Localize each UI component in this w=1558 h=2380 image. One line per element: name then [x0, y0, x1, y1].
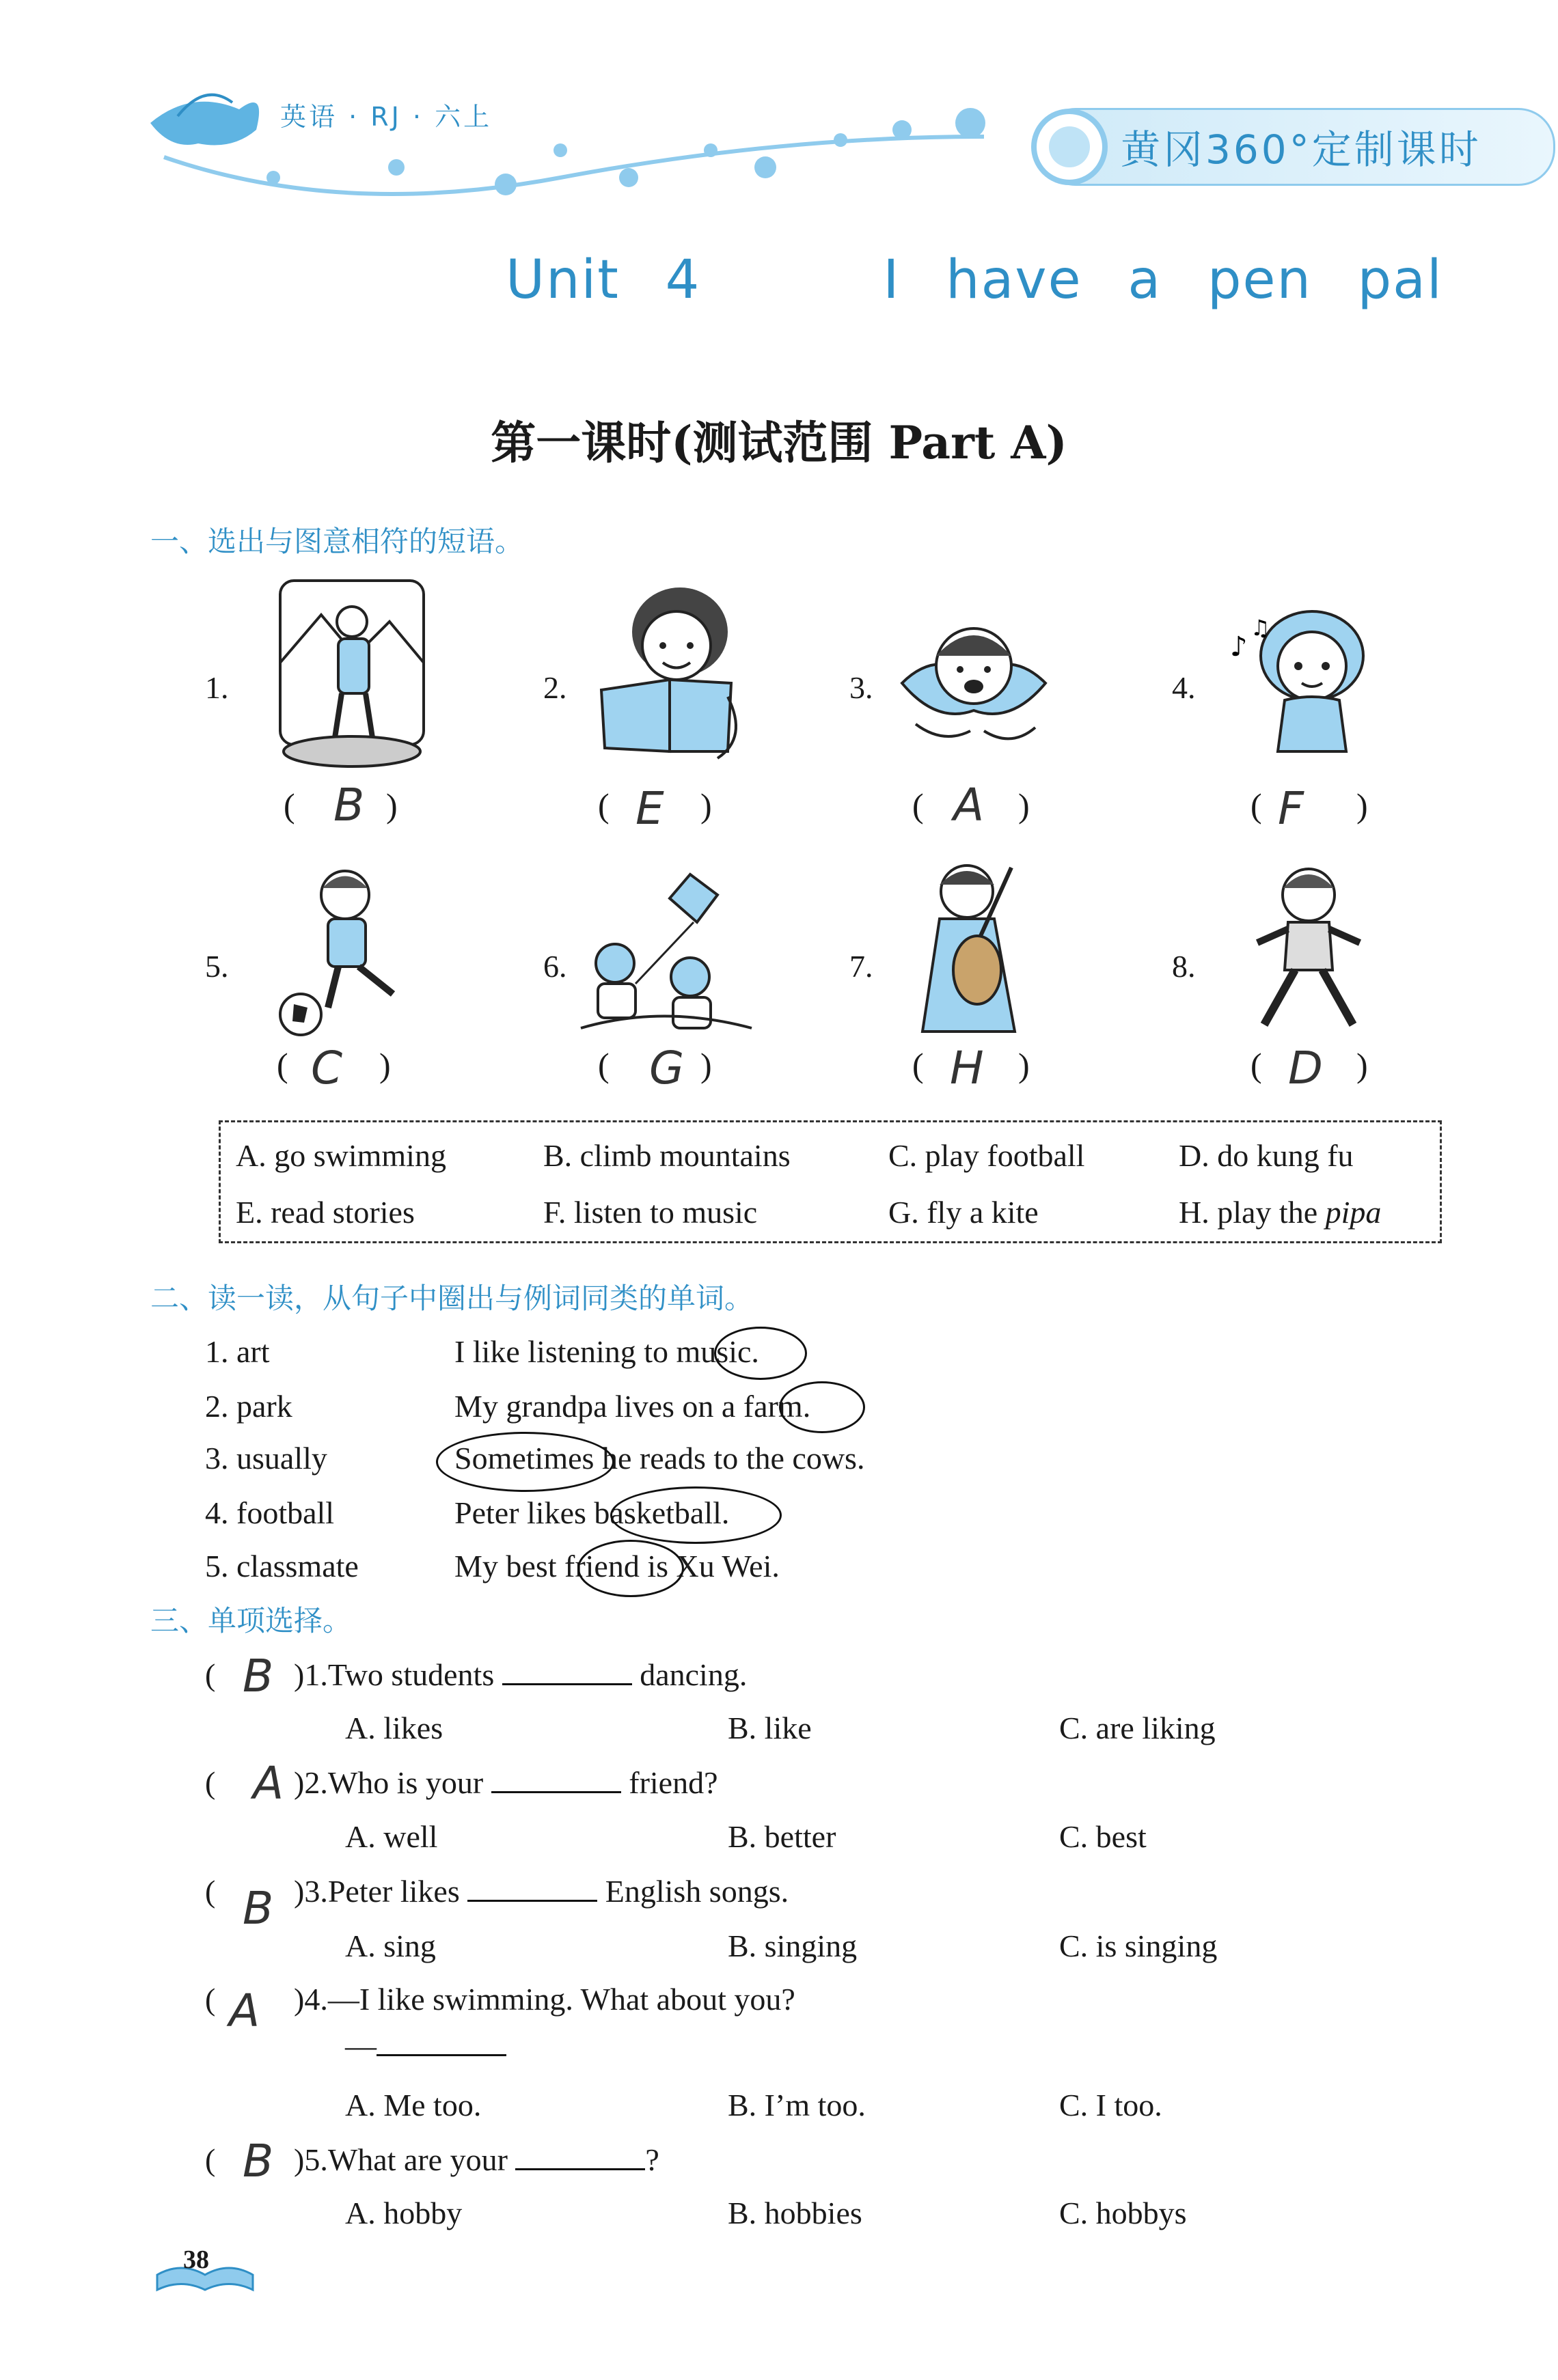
question-1 — [294, 1657, 747, 1693]
page-number: 38 — [183, 2245, 209, 2274]
choice-a: A. Me too. — [345, 2088, 482, 2122]
option-a: A. go swimming — [236, 1138, 446, 1173]
option-f: F. listen to music — [543, 1195, 758, 1230]
bird-icon — [150, 95, 259, 146]
option-h-italic: pipa — [1325, 1195, 1382, 1230]
handwritten-answer: B — [243, 2135, 274, 2187]
choice-b: B. hobbies — [728, 2196, 862, 2230]
question-number: )1. — [294, 1657, 328, 1692]
item-number: 5. — [205, 949, 229, 984]
answer-paren-open: ( — [598, 786, 610, 825]
handwritten-answer: E — [636, 782, 664, 835]
item-number: 1. — [205, 670, 229, 705]
section3-title: 三、单项选择。 — [150, 1604, 352, 1637]
choice-b: B. I’m too. — [728, 2088, 866, 2122]
choice-b: B. like — [728, 1711, 812, 1745]
option-e: E. read stories — [236, 1195, 415, 1230]
answer-paren-open: ( — [205, 1657, 216, 1692]
question-number: )3. — [294, 1874, 328, 1909]
sentence — [454, 1333, 759, 1370]
option-g: G. fly a kite — [888, 1195, 1039, 1230]
question-text: English songs. — [597, 1874, 789, 1909]
answer-circle — [610, 1486, 782, 1544]
answer-paren-open: ( — [205, 1765, 216, 1800]
choice-c: C. hobbys — [1059, 2196, 1187, 2230]
sentence-text: . — [721, 1495, 730, 1530]
example-word: 3. usually — [205, 1441, 327, 1476]
handwritten-answer: B — [333, 779, 365, 831]
boy-kung-fu-picture — [1237, 861, 1380, 1038]
girl-playing-pipa-picture — [902, 854, 1046, 1045]
lesson-title: 第一课时(测试范围 Part A) — [491, 416, 1067, 469]
sentence-text: he reads to the cows. — [594, 1441, 865, 1476]
choice-a: A. likes — [345, 1711, 443, 1745]
question-text: ? — [645, 2142, 659, 2177]
question-text: dancing. — [631, 1657, 748, 1692]
answer-paren-close: ) — [386, 786, 398, 825]
handwritten-answer: C — [311, 1042, 343, 1094]
answer-paren-open: ( — [205, 1874, 216, 1909]
answer-paren-open: ( — [1250, 786, 1262, 825]
option-c: C. play football — [888, 1138, 1085, 1173]
answer-paren-close: ) — [1018, 786, 1030, 825]
answer-circle — [714, 1327, 807, 1380]
brand-title: 黄冈360°定制课时 — [1121, 126, 1481, 173]
question-text: What are your — [327, 2142, 516, 2177]
question-number: )5. — [294, 2142, 328, 2177]
answer-blank — [377, 2047, 506, 2056]
answer-paren-close: ) — [1018, 1046, 1030, 1084]
answer-paren-open: ( — [277, 1046, 288, 1084]
mountain-climber-picture — [266, 574, 437, 772]
example-word: 4. football — [205, 1495, 335, 1530]
handwritten-answer: G — [649, 1042, 685, 1094]
handwritten-answer: F — [1278, 782, 1304, 835]
item-number: 2. — [543, 670, 567, 705]
svg-text:♫: ♫ — [1250, 615, 1270, 641]
answer-circle — [779, 1381, 865, 1433]
header-decoration — [137, 75, 1025, 212]
circled-word[interactable]: farm — [743, 1389, 803, 1424]
choice-c: C. I too. — [1059, 2088, 1162, 2122]
item-number: 3. — [849, 670, 873, 705]
choice-c: C. best — [1059, 1819, 1147, 1854]
option-h — [1179, 1194, 1381, 1230]
question-2 — [294, 1765, 718, 1801]
answer-paren-close: ) — [379, 1046, 391, 1084]
choice-c: C. are liking — [1059, 1711, 1216, 1745]
question-text: Peter likes — [327, 1874, 468, 1909]
sentence-text: I like listening to — [454, 1334, 676, 1369]
item-number: 7. — [849, 949, 873, 984]
answer-blank — [491, 1784, 621, 1793]
boy-playing-football-picture — [273, 864, 417, 1049]
option-d: D. do kung fu — [1179, 1138, 1354, 1173]
answer-circle — [577, 1540, 684, 1597]
question-text: friend? — [620, 1765, 718, 1800]
answer-paren-close: ) — [700, 786, 712, 825]
item-number: 4. — [1172, 670, 1196, 705]
handwritten-answer: B — [243, 1650, 274, 1702]
choice-a: A. well — [345, 1819, 438, 1854]
answer-blank — [502, 1676, 632, 1685]
question-text: —I like swimming. What about you? — [327, 1982, 795, 2017]
choice-b: B. singing — [728, 1928, 858, 1963]
answer-paren-open: ( — [912, 1046, 924, 1084]
example-word: 1. art — [205, 1334, 270, 1369]
question-number: )2. — [294, 1765, 328, 1800]
answer-blank — [467, 1893, 597, 1902]
sentence-text: My grandpa lives on a — [454, 1389, 743, 1424]
option-b: B. climb mountains — [543, 1138, 791, 1173]
answer-paren-open: ( — [284, 786, 295, 825]
circled-word[interactable]: Sometimes — [454, 1441, 594, 1476]
question-4-reply — [345, 2028, 506, 2064]
example-word: 2. park — [205, 1389, 292, 1424]
question-5 — [294, 2142, 659, 2178]
choice-b: B. better — [728, 1819, 836, 1854]
circled-word[interactable]: basketball — [594, 1495, 722, 1530]
answer-paren-close: ) — [700, 1046, 712, 1084]
circled-word[interactable]: music — [676, 1334, 752, 1369]
dash: — — [345, 2028, 377, 2063]
svg-text:♪: ♪ — [1230, 631, 1248, 663]
question-text: Two students — [327, 1657, 502, 1692]
sentence-text: Peter likes — [454, 1495, 594, 1530]
answer-paren-open: ( — [205, 1982, 216, 2017]
question-text: Who is your — [327, 1765, 491, 1800]
question-3 — [294, 1873, 789, 1909]
answer-paren-open: ( — [598, 1046, 610, 1084]
sentence-text: My best — [454, 1549, 564, 1583]
answer-paren-close: ) — [1356, 1046, 1368, 1084]
answer-paren-open: ( — [912, 786, 924, 825]
subject-label: 英语 · RJ · 六上 — [280, 102, 493, 132]
handwritten-answer: H — [950, 1042, 984, 1094]
sentence — [454, 1388, 810, 1424]
sentence-text: . — [802, 1389, 811, 1424]
option-h-text: H. play the — [1179, 1195, 1326, 1230]
boy-swimming-picture — [895, 608, 1052, 758]
item-number: 8. — [1172, 949, 1196, 984]
answer-circle — [436, 1432, 614, 1492]
handwritten-answer: D — [1288, 1042, 1323, 1094]
sentence-text: . — [751, 1334, 759, 1369]
circled-word[interactable]: friend — [564, 1549, 640, 1583]
handwritten-answer: A — [253, 1757, 284, 1810]
question-4 — [294, 1981, 795, 2017]
choice-a: A. hobby — [345, 2196, 463, 2230]
sentence-text: is Xu Wei. — [639, 1549, 780, 1583]
question-number: )4. — [294, 1982, 328, 2017]
kids-flying-kite-picture — [574, 868, 758, 1038]
choice-a: A. sing — [345, 1928, 436, 1963]
example-word: 5. classmate — [205, 1549, 359, 1583]
answer-paren-open: ( — [205, 2142, 216, 2177]
choice-c: C. is singing — [1059, 1928, 1218, 1963]
answer-paren-close: ) — [1356, 786, 1368, 825]
girl-listening-music-picture — [1223, 601, 1387, 758]
item-number: 6. — [543, 949, 567, 984]
answer-blank — [515, 2161, 645, 2170]
answer-paren-open: ( — [1250, 1046, 1262, 1084]
section2-title: 二、读一读，从句子中圈出与例词同类的单词。 — [150, 1282, 754, 1315]
girl-reading-picture — [594, 581, 752, 765]
brand-ring-icon — [1025, 102, 1114, 191]
section1-title: 一、选出与图意相符的短语。 — [150, 525, 524, 558]
handwritten-answer: A — [953, 779, 985, 831]
handwritten-answer: A — [229, 1984, 260, 2037]
unit-title: Unit 4 I have a pen pal — [506, 249, 1443, 311]
handwritten-answer: B — [243, 1882, 274, 1935]
